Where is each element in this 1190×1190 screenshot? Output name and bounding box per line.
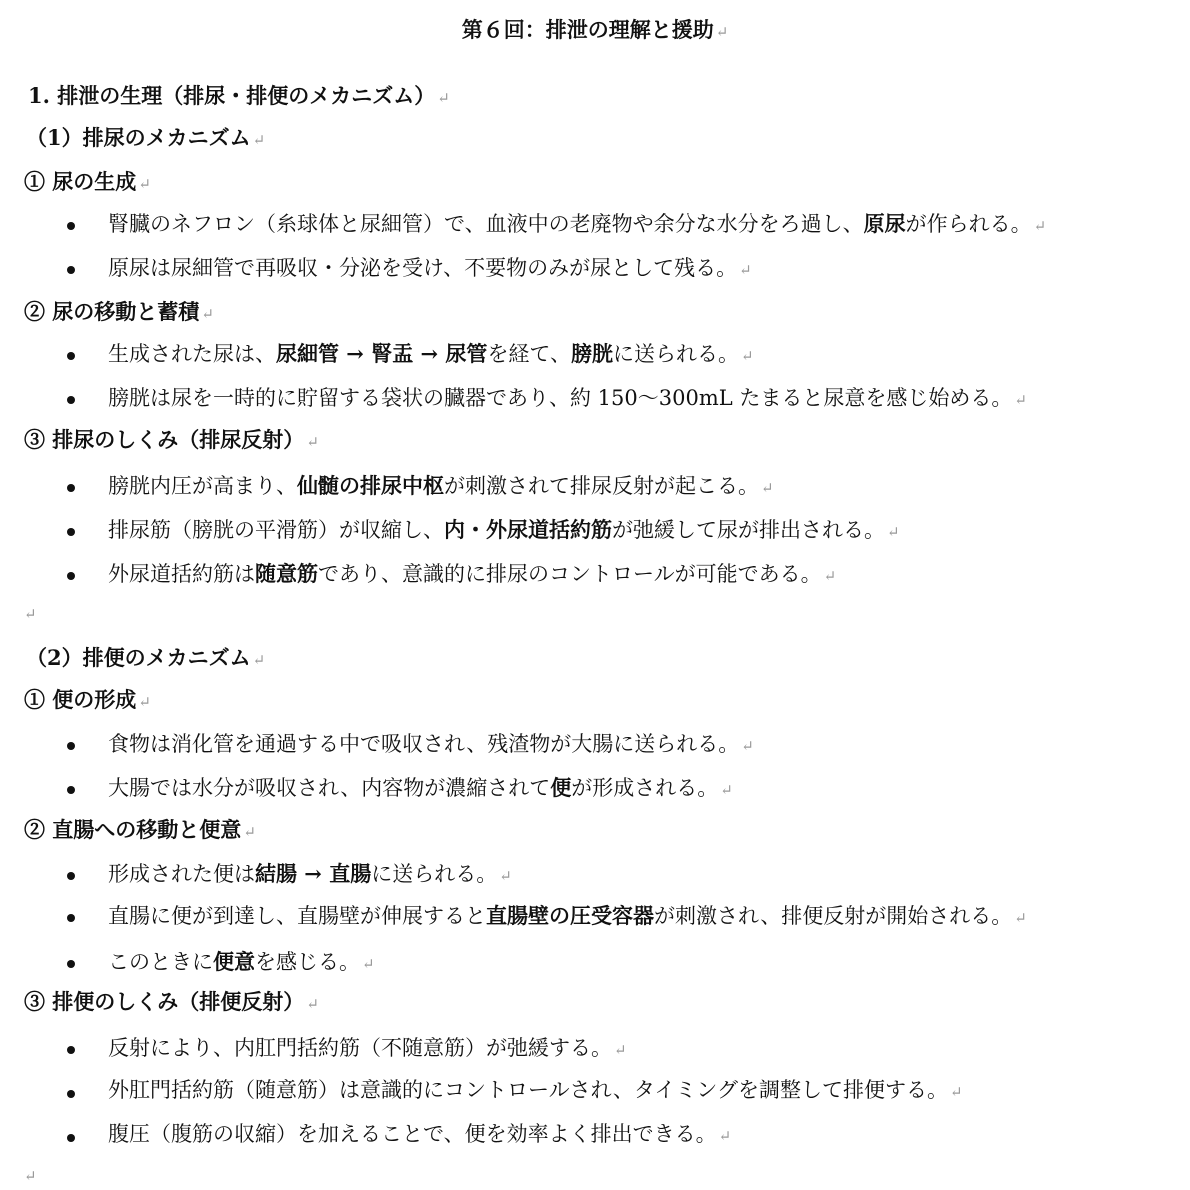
paragraph-mark-icon: ↵ (1014, 909, 1027, 927)
paragraph-mark-icon: ↵ (1014, 391, 1027, 409)
paragraph-mark-icon: ↵ (24, 605, 37, 623)
paragraph-mark-icon: ↵ (306, 995, 319, 1013)
paragraph-mark-icon: ↵ (950, 1083, 963, 1101)
document-title-text: 第６回：排泄の理解と援助 (461, 17, 714, 42)
paragraph-mark-icon: ↵ (720, 781, 733, 799)
list-item-text: を経て、 (487, 342, 572, 366)
topic-heading (24, 168, 151, 198)
list-item-text: に送られる。 (371, 862, 498, 886)
list-item-text: が刺激され、排便反射が開始される。 (654, 904, 1013, 928)
paragraph-mark-icon: ↵ (306, 433, 319, 451)
bold-term: 随意筋 (255, 561, 318, 586)
paragraph-mark-icon: ↵ (138, 175, 151, 193)
list-item-text: 反射により、内肛門括約筋（不随意筋）が弛緩する。 (108, 1036, 612, 1060)
list-item (108, 516, 900, 546)
bullet-dot-icon (67, 1134, 75, 1142)
paragraph-mark-icon: ↵ (741, 737, 754, 755)
list-item-text: 膀胱内圧が高まり、 (108, 474, 297, 498)
bold-term: 直腸壁の圧受容器 (486, 903, 654, 928)
paragraph-mark-icon: ↵ (887, 523, 900, 541)
paragraph-mark-icon: ↵ (1033, 217, 1047, 235)
topic-heading-text: ③ 排尿のしくみ（排尿反射） (24, 427, 305, 452)
list-item-text: 大腸では水分が吸収され、内容物が濃縮されて (108, 776, 551, 800)
paragraph-mark-icon: ↵ (138, 693, 151, 711)
list-item (108, 254, 752, 284)
paragraph-mark-icon: ↵ (741, 347, 754, 365)
bullet-dot-icon (67, 528, 75, 536)
topic-heading (24, 988, 319, 1018)
list-item (108, 1034, 627, 1064)
paragraph-mark-icon: ↵ (362, 955, 375, 973)
list-item (108, 948, 375, 978)
subsection-heading-text: （1）排尿のメカニズム (26, 125, 251, 150)
topic-heading-text: ① 尿の生成 (24, 169, 137, 194)
list-item-text: 食物は消化管を通過する中で吸収され、残渣物が大腸に送られる。 (108, 732, 740, 756)
paragraph-mark-icon: ↵ (252, 131, 266, 149)
bold-term: 便 (550, 775, 572, 800)
paragraph-mark-icon: ↵ (243, 823, 256, 841)
bold-term: 内・外尿道括約筋 (444, 517, 612, 542)
list-item-text: 形成された便は (108, 862, 255, 886)
bullet-dot-icon (67, 960, 75, 968)
list-item-text: 直腸に便が到達し、直腸壁が伸展すると (108, 904, 486, 928)
bullet-dot-icon (67, 1090, 75, 1098)
topic-heading (24, 298, 214, 328)
list-item (108, 860, 512, 890)
list-item (108, 340, 754, 370)
topic-heading (24, 426, 319, 456)
paragraph-mark-icon: ↵ (24, 1167, 37, 1185)
list-item-text: 膀胱は尿を一時的に貯留する袋状の臓器であり、約 150〜300mL たまると尿意を感じ始める。 (108, 386, 1013, 410)
paragraph-mark-icon: ↵ (823, 567, 837, 585)
bullet-dot-icon (67, 914, 75, 922)
list-item (108, 774, 733, 804)
list-item-text: を感じる。 (255, 950, 360, 974)
bullet-dot-icon (67, 222, 75, 230)
list-item-text: 外肛門括約筋（随意筋）は意識的にコントロールされ、タイミングを調整して排便する。 (108, 1078, 948, 1102)
list-item-text: が形成される。 (571, 776, 719, 800)
paragraph-mark-icon: ↵ (718, 1127, 732, 1145)
bullet-dot-icon (67, 484, 75, 492)
bullet-dot-icon (67, 572, 75, 580)
topic-heading-text: ③ 排便のしくみ（排便反射） (24, 989, 305, 1014)
bullet-dot-icon (67, 1046, 75, 1054)
list-item (108, 472, 774, 502)
list-item (108, 730, 754, 760)
paragraph-mark-icon: ↵ (614, 1041, 627, 1059)
list-item-text: が刺激されて排尿反射が起こる。 (444, 474, 759, 498)
list-item (108, 210, 1046, 240)
list-item (108, 1120, 731, 1150)
subsection-heading-defecation (26, 644, 265, 674)
bullet-dot-icon (67, 266, 75, 274)
list-item-text: 外尿道括約筋は (108, 562, 255, 586)
list-item (108, 1076, 963, 1106)
list-item-text: に送られる。 (613, 342, 740, 366)
paragraph-mark-icon: ↵ (499, 867, 512, 885)
section-heading (28, 82, 450, 112)
list-item-text: このときに (108, 950, 213, 974)
list-item (108, 902, 1027, 932)
section-heading-text: 1. 排泄の生理（排尿・排便のメカニズム） (28, 83, 436, 108)
list-item-text: 原尿は尿細管で再吸収・分泌を受け、不要物のみが尿として残る。 (108, 256, 738, 280)
topic-heading-text: ② 尿の移動と蓄積 (24, 299, 200, 324)
paragraph-mark-icon: ↵ (715, 23, 729, 41)
bullet-dot-icon (67, 786, 75, 794)
list-item-text: 排尿筋（膀胱の平滑筋）が収縮し、 (108, 518, 444, 542)
list-item-text: が作られる。 (905, 212, 1032, 236)
subsection-heading-text: （2）排便のメカニズム (26, 645, 251, 670)
topic-heading (24, 686, 151, 716)
bold-term: 便意 (213, 949, 255, 974)
topic-heading-text: ② 直腸への移動と便意 (24, 817, 242, 842)
topic-heading-text: ① 便の形成 (24, 687, 137, 712)
list-item-text: 腎臓のネフロン（糸球体と尿細管）で、血液中の老廃物や余分な水分をろ過し、 (108, 212, 864, 236)
bullet-dot-icon (67, 742, 75, 750)
paragraph-mark-icon: ↵ (739, 261, 752, 279)
document-title (0, 16, 1190, 46)
paragraph-mark-icon: ↵ (761, 479, 774, 497)
paragraph-mark-icon: ↵ (201, 305, 214, 323)
paragraph-mark-icon: ↵ (252, 651, 266, 669)
bullet-dot-icon (67, 396, 75, 404)
bold-term: 結腸 → 直腸 (255, 861, 372, 886)
list-item-text: が弛緩して尿が排出される。 (612, 518, 885, 542)
list-item (108, 384, 1027, 414)
bold-term: 原尿 (863, 211, 906, 236)
list-item-text: 生成された尿は、 (108, 342, 276, 366)
bold-term: 尿細管 → 腎盂 → 尿管 (276, 341, 488, 366)
bold-term: 膀胱 (571, 341, 614, 366)
list-item (108, 560, 836, 590)
topic-heading (24, 816, 256, 846)
list-item-text: 腹圧（腹筋の収縮）を加えることで、便を効率よく排出できる。 (108, 1122, 717, 1146)
list-item-text: であり、意識的に排尿のコントロールが可能である。 (318, 562, 822, 586)
paragraph-mark-icon: ↵ (437, 89, 450, 107)
bold-term: 仙髄の排尿中枢 (297, 473, 444, 498)
bullet-dot-icon (67, 872, 75, 880)
bullet-dot-icon (67, 352, 75, 360)
subsection-heading-urination (26, 124, 265, 154)
